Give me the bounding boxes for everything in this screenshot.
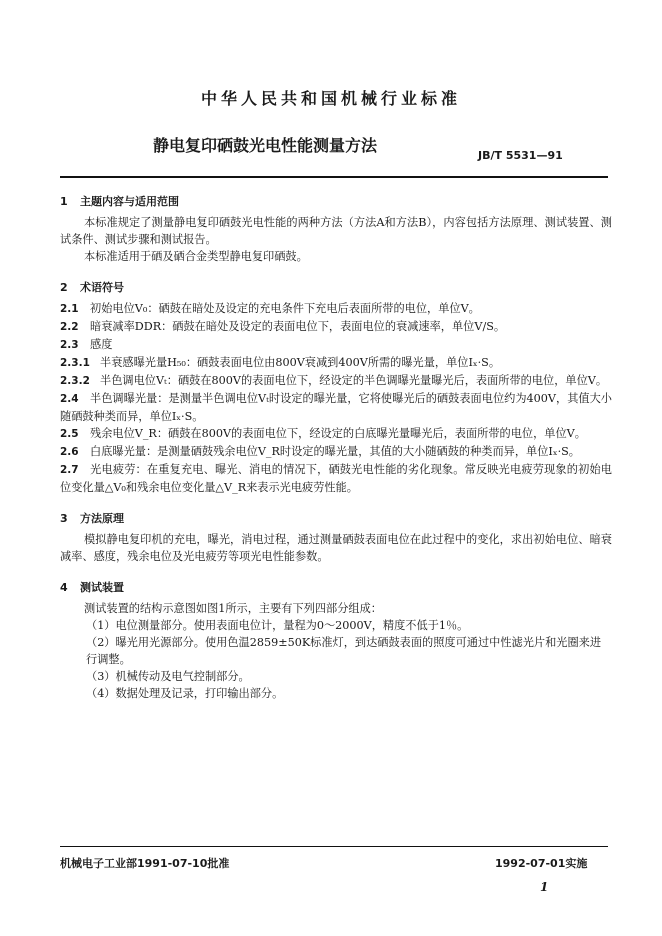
term-item (60, 354, 612, 372)
section-heading (60, 510, 612, 527)
item-number: 2.4 (60, 393, 79, 405)
term-item (60, 461, 612, 496)
section-title: 主题内容与适用范围 (80, 195, 179, 208)
section-number: 3 (60, 512, 68, 525)
item-text: 半色调曝光量：是测量半色调电位Vₜ时设定的曝光量，它将使曝光后的硒鼓表面电位约为400V，其值大小随硒鼓种类而异，单位Iₓ·S。 (60, 392, 612, 423)
list-item: （2）曝光用光源部分。使用色温2859±50K标准灯，到达硒鼓表面的照度可通过中性滤光片和光圈来进行调整。 (86, 636, 602, 666)
paragraph: 本标准规定了测量静电复印硒鼓光电性能的两种方法（方法A和方法B），内容包括方法原理、测试装置、测试条件、测试步骤和测试报告。 (60, 216, 612, 246)
term-item (60, 372, 612, 390)
item-text: 半衰感曝光量H₅₀：硒鼓表面电位由800V衰减到400V所需的曝光量，单位Iₓ·S。 (100, 356, 501, 369)
item-number: 2.2 (60, 321, 79, 333)
paragraph: 测试装置的结构示意图如图1所示，主要有下列四部分组成： (84, 602, 382, 615)
section-number: 1 (60, 195, 68, 208)
section-heading (60, 579, 612, 596)
list-item: （4）数据处理及记录，打印输出部分。 (86, 687, 284, 700)
approval-note: 机械电子工业部1991-07-10批准 (60, 857, 230, 870)
item-text: 光电疲劳：在重复充电、曝光、消电的情况下，硒鼓光电性能的劣化现象。常反映光电疲劳现象的初始电位变化量△V₀和残余电位变化量△V_R来表示光电疲劳性能。 (60, 463, 612, 494)
item-text: 白底曝光量：是测量硒鼓残余电位V_R时设定的曝光量，其值的大小随硒鼓的种类而异，单位Iₓ·S。 (90, 445, 580, 458)
item-number: 2.3 (60, 339, 79, 351)
term-item (60, 425, 612, 443)
term-item (60, 300, 612, 318)
term-item (60, 336, 612, 354)
item-text: 感度 (90, 338, 113, 351)
item-number: 2.6 (60, 446, 79, 458)
effective-date: 1992-07-01实施 (495, 857, 588, 870)
section-title: 方法原理 (80, 512, 124, 525)
item-number: 2.5 (60, 428, 79, 440)
section-heading (60, 193, 612, 210)
list-item: （3）机械传动及电气控制部分。 (86, 670, 250, 683)
item-text: 初始电位V₀：硒鼓在暗处及设定的充电条件下充电后表面所带的电位，单位V。 (90, 302, 480, 315)
paragraph: 本标准适用于硒及硒合金类型静电复印硒鼓。 (84, 250, 308, 263)
document-body (60, 193, 612, 702)
header-rule (60, 176, 608, 178)
term-item (60, 318, 612, 336)
section-title: 测试装置 (80, 581, 124, 594)
standard-code: JB/T 5531—91 (478, 149, 563, 162)
organization-title: 中华人民共和国机械行业标准 (200, 89, 461, 108)
section-number: 4 (60, 581, 68, 594)
section-number: 2 (60, 281, 68, 294)
item-number: 2.1 (60, 303, 79, 315)
page-number: 1 (540, 880, 549, 894)
item-text: 残余电位V_R：硒鼓在800V的表面电位下，经设定的白底曝光量曝光后，表面所带的电位，单位V。 (90, 427, 586, 440)
document-title: 静电复印硒鼓光电性能测量方法 (152, 136, 377, 155)
list-item: （1）电位测量部分。使用表面电位计，量程为0～2000V，精度不低于1％。 (86, 619, 469, 632)
item-number: 2.3.1 (60, 357, 90, 369)
item-text: 半色调电位Vₜ：硒鼓在800V的表面电位下，经设定的半色调曝光量曝光后，表面所带的电位，单位V。 (100, 374, 608, 387)
item-text: 暗衰减率DDR：硒鼓在暗处及设定的表面电位下，表面电位的衰减速率，单位V/S。 (90, 320, 506, 333)
item-number: 2.3.2 (60, 375, 90, 387)
section-title: 术语符号 (80, 281, 124, 294)
term-item (60, 390, 612, 425)
paragraph: 模拟静电复印机的充电，曝光，消电过程，通过测量硒鼓表面电位在此过程中的变化，求出初始电位、暗衰减率、感度，残余电位及光电疲劳等项光电性能参数。 (60, 533, 612, 563)
term-item (60, 443, 612, 461)
footer-rule (60, 846, 608, 847)
section-heading (60, 279, 612, 296)
item-number: 2.7 (60, 464, 79, 476)
